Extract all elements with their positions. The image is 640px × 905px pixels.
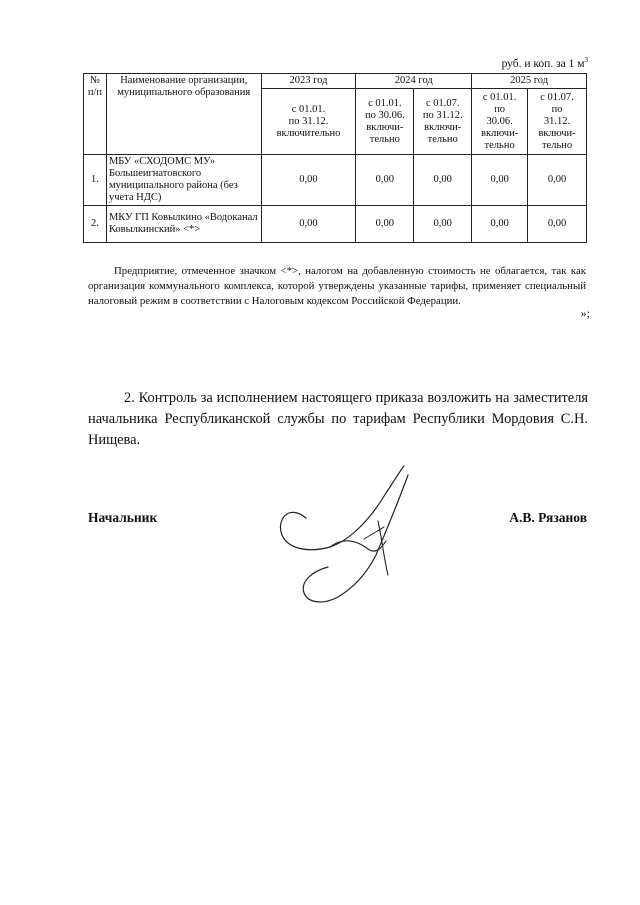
header-num: № п/п [84,74,107,155]
table-row [84,155,587,206]
header-period-5: с 01.07. по 31.12. включи- тельно [528,89,587,155]
header-period-1: с 01.01. по 31.12. включительно [261,89,356,155]
handwritten-signature [258,463,418,608]
row-value: 0,00 [356,155,414,206]
table-row [84,206,587,243]
header-year-2025: 2025 год [472,74,587,89]
row-num: 1. [84,155,107,206]
signatory-title: Начальник [88,510,158,525]
row-org-name: МБУ «СХОДОМС МУ» Большеигнатовского муниципального района (без учета НДС) [106,155,261,206]
signatory-name: А.В. Рязанов [509,510,587,525]
row-value: 0,00 [528,155,587,206]
row-value: 0,00 [261,206,356,243]
vat-footnote: Предприятие, отмеченное значком <*>, налогом на добавленную стоимость не облагается, так как организация коммунального комплекса, которой утверждены указанные тарифы, применяет специальный налоговый режим в соответствии с Налоговым кодексом Российской Федерации. [88,265,586,307]
order-paragraph-2: 2. Контроль за исполнением настоящего приказа возложить на заместителя начальника Республиканской службы по тарифам Республики Мордовия С.Н. Нищева. [88,390,588,448]
header-period-4: с 01.01. по 30.06. включи- тельно [472,89,528,155]
row-value: 0,00 [414,206,472,243]
header-year-2024: 2024 год [356,74,472,89]
row-value: 0,00 [356,206,414,243]
units-label [502,56,588,70]
row-value: 0,00 [472,155,528,206]
units-superscript: 3 [584,56,588,64]
tariff-table [83,73,587,243]
row-num: 2. [84,206,107,243]
units-text: руб. и коп. за 1 м [501,58,585,70]
closing-quote-mark: »; [580,306,590,320]
header-org-name: Наименование организации, муниципального образования [106,74,261,155]
row-value: 0,00 [261,155,356,206]
header-period-2: с 01.01. по 30.06. включи- тельно [356,89,414,155]
row-org-name: МКУ ГП Ковылкино «Водоканал Ковылкинский» <*> [106,206,261,243]
row-value: 0,00 [414,155,472,206]
header-period-3: с 01.07. по 31.12. включи- тельно [414,89,472,155]
header-year-2023: 2023 год [261,74,356,89]
row-value: 0,00 [472,206,528,243]
row-value: 0,00 [528,206,587,243]
